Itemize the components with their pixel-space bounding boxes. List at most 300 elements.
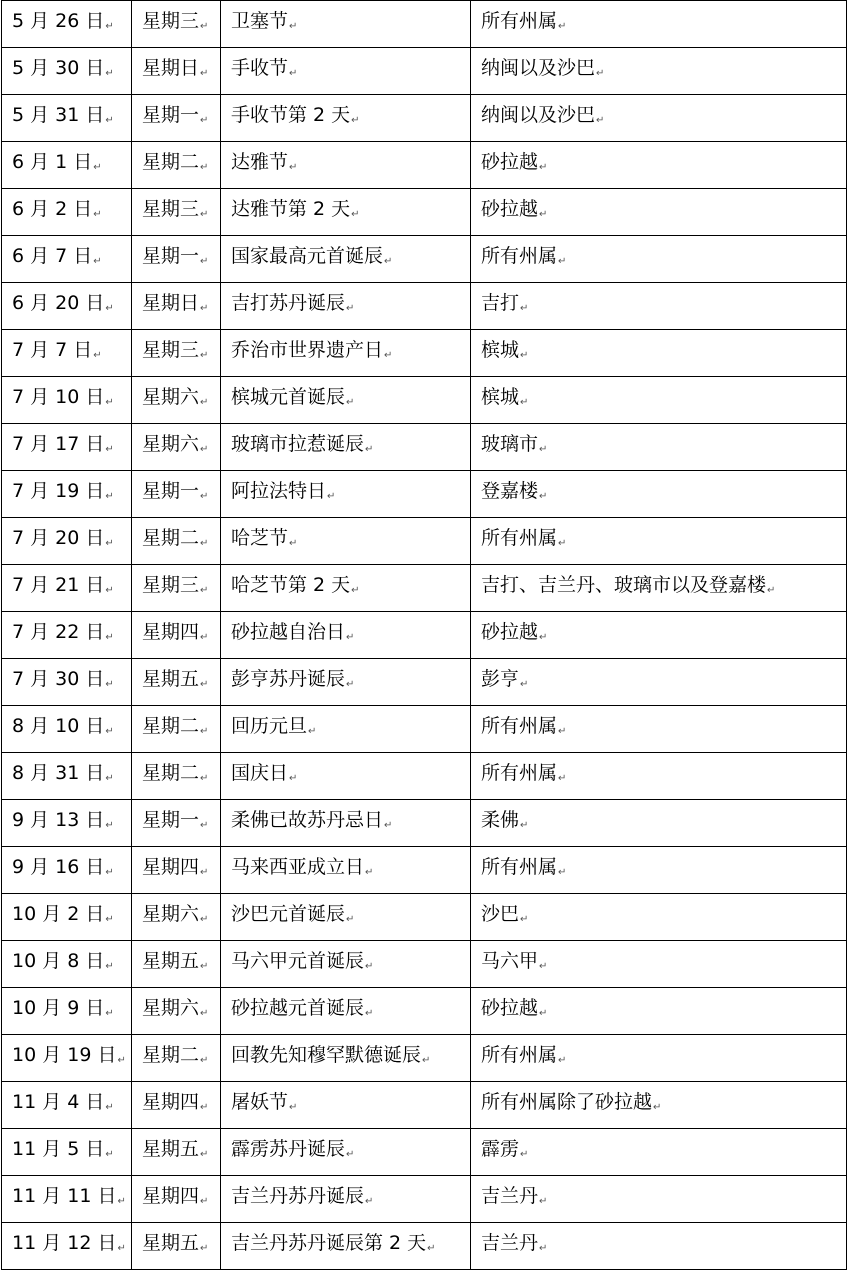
holiday-name-cell bbox=[221, 330, 471, 377]
holiday-name-cell-text: 吉兰丹苏丹诞辰 bbox=[231, 1185, 365, 1207]
holiday-name-cell-text: 砂拉越自治日 bbox=[231, 621, 346, 643]
weekday-cell-text: 星期四 bbox=[142, 1091, 200, 1113]
paragraph-mark-icon: ↵ bbox=[105, 303, 114, 314]
paragraph-mark-icon: ↵ bbox=[105, 679, 114, 690]
region-cell bbox=[471, 330, 847, 377]
weekday-cell bbox=[132, 471, 221, 518]
region-cell bbox=[471, 1223, 847, 1270]
paragraph-mark-icon: ↵ bbox=[308, 726, 317, 737]
holiday-name-cell bbox=[221, 894, 471, 941]
paragraph-mark-icon: ↵ bbox=[200, 538, 209, 549]
holiday-name-cell bbox=[221, 612, 471, 659]
table-row bbox=[2, 1176, 847, 1223]
region-cell-text: 霹雳 bbox=[481, 1138, 520, 1160]
paragraph-mark-icon: ↵ bbox=[520, 679, 529, 690]
weekday-cell bbox=[132, 1, 221, 48]
holiday-name-cell bbox=[221, 988, 471, 1035]
paragraph-mark-icon: ↵ bbox=[289, 1102, 298, 1113]
holiday-name-cell-text: 玻璃市拉惹诞辰 bbox=[231, 433, 365, 455]
paragraph-mark-icon: ↵ bbox=[200, 820, 209, 831]
holiday-name-cell bbox=[221, 941, 471, 988]
date-cell bbox=[2, 283, 132, 330]
weekday-cell bbox=[132, 424, 221, 471]
holiday-name-cell-text: 达雅节第 2 天 bbox=[231, 198, 351, 220]
paragraph-mark-icon: ↵ bbox=[93, 209, 102, 220]
paragraph-mark-icon: ↵ bbox=[117, 1243, 126, 1254]
paragraph-mark-icon: ↵ bbox=[200, 444, 209, 455]
paragraph-mark-icon: ↵ bbox=[558, 867, 567, 878]
paragraph-mark-icon: ↵ bbox=[539, 444, 548, 455]
paragraph-mark-icon: ↵ bbox=[365, 1008, 374, 1019]
paragraph-mark-icon: ↵ bbox=[105, 632, 114, 643]
paragraph-mark-icon: ↵ bbox=[520, 914, 529, 925]
holiday-name-cell-text: 哈芝节第 2 天 bbox=[231, 574, 351, 596]
holiday-name-cell-text: 国家最高元首诞辰 bbox=[231, 245, 384, 267]
weekday-cell bbox=[132, 1129, 221, 1176]
holiday-name-cell-text: 槟城元首诞辰 bbox=[231, 386, 346, 408]
paragraph-mark-icon: ↵ bbox=[520, 820, 529, 831]
weekday-cell-text: 星期三 bbox=[142, 10, 200, 32]
weekday-cell-text: 星期三 bbox=[142, 198, 200, 220]
paragraph-mark-icon: ↵ bbox=[422, 1055, 431, 1066]
table-row bbox=[2, 377, 847, 424]
date-cell bbox=[2, 48, 132, 95]
date-cell bbox=[2, 377, 132, 424]
paragraph-mark-icon: ↵ bbox=[351, 209, 360, 220]
table-row bbox=[2, 753, 847, 800]
date-cell-text: 10 月 8 日 bbox=[12, 950, 105, 972]
date-cell bbox=[2, 471, 132, 518]
date-cell bbox=[2, 1, 132, 48]
weekday-cell-text: 星期日 bbox=[142, 57, 200, 79]
region-cell-text: 砂拉越 bbox=[481, 621, 539, 643]
paragraph-mark-icon: ↵ bbox=[520, 350, 529, 361]
date-cell bbox=[2, 894, 132, 941]
holiday-name-cell bbox=[221, 283, 471, 330]
region-cell-text: 纳闽以及沙巴 bbox=[481, 104, 596, 126]
date-cell bbox=[2, 659, 132, 706]
region-cell-text: 所有州属 bbox=[481, 856, 558, 878]
paragraph-mark-icon: ↵ bbox=[117, 1055, 126, 1066]
holiday-name-cell-text: 手收节 bbox=[231, 57, 289, 79]
table-row bbox=[2, 1082, 847, 1129]
weekday-cell-text: 星期六 bbox=[142, 903, 200, 925]
region-cell bbox=[471, 471, 847, 518]
date-cell bbox=[2, 1223, 132, 1270]
paragraph-mark-icon: ↵ bbox=[346, 632, 355, 643]
table-row bbox=[2, 518, 847, 565]
region-cell bbox=[471, 988, 847, 1035]
weekday-cell bbox=[132, 283, 221, 330]
date-cell bbox=[2, 847, 132, 894]
paragraph-mark-icon: ↵ bbox=[105, 538, 114, 549]
paragraph-mark-icon: ↵ bbox=[105, 1102, 114, 1113]
paragraph-mark-icon: ↵ bbox=[289, 773, 298, 784]
holiday-name-cell-text: 国庆日 bbox=[231, 762, 289, 784]
holiday-name-cell-text: 哈芝节 bbox=[231, 527, 289, 549]
region-cell bbox=[471, 847, 847, 894]
table-row bbox=[2, 283, 847, 330]
holiday-name-cell-text: 柔佛已故苏丹忌日 bbox=[231, 809, 384, 831]
table-row bbox=[2, 612, 847, 659]
date-cell bbox=[2, 565, 132, 612]
date-cell bbox=[2, 1176, 132, 1223]
paragraph-mark-icon: ↵ bbox=[200, 1149, 209, 1160]
holiday-name-cell bbox=[221, 1129, 471, 1176]
weekday-cell bbox=[132, 1176, 221, 1223]
region-cell bbox=[471, 1082, 847, 1129]
paragraph-mark-icon: ↵ bbox=[351, 115, 360, 126]
paragraph-mark-icon: ↵ bbox=[200, 1243, 209, 1254]
paragraph-mark-icon: ↵ bbox=[105, 444, 114, 455]
holiday-name-cell bbox=[221, 189, 471, 236]
table-row bbox=[2, 330, 847, 377]
region-cell-text: 沙巴 bbox=[481, 903, 520, 925]
date-cell-text: 11 月 4 日 bbox=[12, 1091, 105, 1113]
region-cell-text: 登嘉楼 bbox=[481, 480, 539, 502]
date-cell-text: 6 月 20 日 bbox=[12, 292, 105, 314]
holiday-table bbox=[1, 0, 847, 1270]
paragraph-mark-icon: ↵ bbox=[105, 820, 114, 831]
date-cell-text: 7 月 7 日 bbox=[12, 339, 93, 361]
table-row bbox=[2, 941, 847, 988]
paragraph-mark-icon: ↵ bbox=[105, 961, 114, 972]
region-cell-text: 所有州属 bbox=[481, 1044, 558, 1066]
paragraph-mark-icon: ↵ bbox=[200, 1196, 209, 1207]
region-cell bbox=[471, 283, 847, 330]
region-cell bbox=[471, 377, 847, 424]
region-cell bbox=[471, 189, 847, 236]
weekday-cell-text: 星期二 bbox=[142, 762, 200, 784]
paragraph-mark-icon: ↵ bbox=[539, 162, 548, 173]
paragraph-mark-icon: ↵ bbox=[117, 1196, 126, 1207]
holiday-name-cell-text: 马六甲元首诞辰 bbox=[231, 950, 365, 972]
date-cell-text: 11 月 5 日 bbox=[12, 1138, 105, 1160]
region-cell-text: 砂拉越 bbox=[481, 198, 539, 220]
paragraph-mark-icon: ↵ bbox=[93, 350, 102, 361]
region-cell-text: 吉兰丹 bbox=[481, 1232, 539, 1254]
weekday-cell-text: 星期一 bbox=[142, 104, 200, 126]
date-cell bbox=[2, 236, 132, 283]
date-cell bbox=[2, 612, 132, 659]
region-cell bbox=[471, 1176, 847, 1223]
holiday-name-cell bbox=[221, 706, 471, 753]
region-cell-text: 吉打、吉兰丹、玻璃市以及登嘉楼 bbox=[481, 574, 767, 596]
date-cell-text: 5 月 31 日 bbox=[12, 104, 105, 126]
paragraph-mark-icon: ↵ bbox=[105, 773, 114, 784]
region-cell bbox=[471, 894, 847, 941]
paragraph-mark-icon: ↵ bbox=[596, 115, 605, 126]
holiday-name-cell-text: 霹雳苏丹诞辰 bbox=[231, 1138, 346, 1160]
paragraph-mark-icon: ↵ bbox=[653, 1102, 662, 1113]
holiday-name-cell-text: 回历元旦 bbox=[231, 715, 308, 737]
table-row bbox=[2, 847, 847, 894]
paragraph-mark-icon: ↵ bbox=[200, 21, 209, 32]
paragraph-mark-icon: ↵ bbox=[105, 115, 114, 126]
paragraph-mark-icon: ↵ bbox=[520, 1149, 529, 1160]
paragraph-mark-icon: ↵ bbox=[346, 1149, 355, 1160]
paragraph-mark-icon: ↵ bbox=[200, 914, 209, 925]
region-cell-text: 所有州属 bbox=[481, 715, 558, 737]
weekday-cell-text: 星期二 bbox=[142, 715, 200, 737]
paragraph-mark-icon: ↵ bbox=[200, 726, 209, 737]
table-row bbox=[2, 894, 847, 941]
paragraph-mark-icon: ↵ bbox=[93, 162, 102, 173]
weekday-cell-text: 星期四 bbox=[142, 1185, 200, 1207]
region-cell-text: 吉打 bbox=[481, 292, 520, 314]
holiday-name-cell-text: 达雅节 bbox=[231, 151, 289, 173]
date-cell-text: 11 月 11 日 bbox=[12, 1185, 117, 1207]
weekday-cell bbox=[132, 1082, 221, 1129]
region-cell bbox=[471, 565, 847, 612]
paragraph-mark-icon: ↵ bbox=[105, 914, 114, 925]
holiday-name-cell bbox=[221, 48, 471, 95]
table-row bbox=[2, 424, 847, 471]
paragraph-mark-icon: ↵ bbox=[105, 1149, 114, 1160]
region-cell bbox=[471, 1, 847, 48]
weekday-cell bbox=[132, 95, 221, 142]
holiday-name-cell bbox=[221, 236, 471, 283]
date-cell-text: 7 月 21 日 bbox=[12, 574, 105, 596]
date-cell bbox=[2, 1035, 132, 1082]
region-cell bbox=[471, 800, 847, 847]
table-row bbox=[2, 1129, 847, 1176]
paragraph-mark-icon: ↵ bbox=[539, 1196, 548, 1207]
region-cell-text: 所有州属 bbox=[481, 10, 558, 32]
holiday-name-cell bbox=[221, 753, 471, 800]
paragraph-mark-icon: ↵ bbox=[558, 773, 567, 784]
holiday-name-cell bbox=[221, 1035, 471, 1082]
paragraph-mark-icon: ↵ bbox=[105, 21, 114, 32]
weekday-cell bbox=[132, 941, 221, 988]
region-cell-text: 吉兰丹 bbox=[481, 1185, 539, 1207]
weekday-cell bbox=[132, 1035, 221, 1082]
date-cell bbox=[2, 330, 132, 377]
paragraph-mark-icon: ↵ bbox=[384, 256, 393, 267]
weekday-cell-text: 星期四 bbox=[142, 856, 200, 878]
paragraph-mark-icon: ↵ bbox=[558, 538, 567, 549]
paragraph-mark-icon: ↵ bbox=[200, 585, 209, 596]
paragraph-mark-icon: ↵ bbox=[558, 21, 567, 32]
weekday-cell bbox=[132, 236, 221, 283]
holiday-name-cell bbox=[221, 142, 471, 189]
paragraph-mark-icon: ↵ bbox=[384, 820, 393, 831]
paragraph-mark-icon: ↵ bbox=[105, 68, 114, 79]
region-cell-text: 砂拉越 bbox=[481, 997, 539, 1019]
weekday-cell bbox=[132, 377, 221, 424]
weekday-cell-text: 星期六 bbox=[142, 997, 200, 1019]
holiday-name-cell bbox=[221, 1082, 471, 1129]
date-cell-text: 10 月 19 日 bbox=[12, 1044, 117, 1066]
date-cell-text: 7 月 19 日 bbox=[12, 480, 105, 502]
weekday-cell bbox=[132, 48, 221, 95]
region-cell bbox=[471, 941, 847, 988]
paragraph-mark-icon: ↵ bbox=[200, 115, 209, 126]
date-cell-text: 7 月 30 日 bbox=[12, 668, 105, 690]
paragraph-mark-icon: ↵ bbox=[200, 397, 209, 408]
paragraph-mark-icon: ↵ bbox=[539, 961, 548, 972]
date-cell-text: 5 月 26 日 bbox=[12, 10, 105, 32]
paragraph-mark-icon: ↵ bbox=[365, 444, 374, 455]
weekday-cell-text: 星期四 bbox=[142, 621, 200, 643]
table-row bbox=[2, 565, 847, 612]
weekday-cell bbox=[132, 988, 221, 1035]
holiday-name-cell bbox=[221, 518, 471, 565]
region-cell bbox=[471, 706, 847, 753]
region-cell-text: 所有州属 bbox=[481, 245, 558, 267]
weekday-cell-text: 星期六 bbox=[142, 433, 200, 455]
paragraph-mark-icon: ↵ bbox=[346, 397, 355, 408]
paragraph-mark-icon: ↵ bbox=[767, 585, 776, 596]
table-row bbox=[2, 659, 847, 706]
region-cell-text: 槟城 bbox=[481, 339, 520, 361]
holiday-name-cell bbox=[221, 659, 471, 706]
paragraph-mark-icon: ↵ bbox=[539, 1243, 548, 1254]
holiday-name-cell-text: 手收节第 2 天 bbox=[231, 104, 351, 126]
paragraph-mark-icon: ↵ bbox=[200, 867, 209, 878]
weekday-cell-text: 星期三 bbox=[142, 339, 200, 361]
weekday-cell bbox=[132, 706, 221, 753]
date-cell-text: 6 月 7 日 bbox=[12, 245, 93, 267]
paragraph-mark-icon: ↵ bbox=[289, 68, 298, 79]
date-cell bbox=[2, 518, 132, 565]
weekday-cell-text: 星期五 bbox=[142, 950, 200, 972]
date-cell bbox=[2, 142, 132, 189]
weekday-cell-text: 星期一 bbox=[142, 480, 200, 502]
paragraph-mark-icon: ↵ bbox=[200, 1055, 209, 1066]
holiday-name-cell bbox=[221, 95, 471, 142]
holiday-name-cell bbox=[221, 424, 471, 471]
paragraph-mark-icon: ↵ bbox=[596, 68, 605, 79]
paragraph-mark-icon: ↵ bbox=[384, 350, 393, 361]
table-row bbox=[2, 706, 847, 753]
region-cell-text: 所有州属 bbox=[481, 762, 558, 784]
paragraph-mark-icon: ↵ bbox=[105, 867, 114, 878]
region-cell-text: 所有州属除了砂拉越 bbox=[481, 1091, 653, 1113]
table-row bbox=[2, 1223, 847, 1270]
region-cell-text: 所有州属 bbox=[481, 527, 558, 549]
date-cell bbox=[2, 800, 132, 847]
weekday-cell bbox=[132, 894, 221, 941]
region-cell bbox=[471, 1129, 847, 1176]
paragraph-mark-icon: ↵ bbox=[200, 679, 209, 690]
table-row bbox=[2, 988, 847, 1035]
holiday-name-cell bbox=[221, 800, 471, 847]
date-cell bbox=[2, 189, 132, 236]
table-row bbox=[2, 189, 847, 236]
region-cell bbox=[471, 659, 847, 706]
date-cell bbox=[2, 1129, 132, 1176]
holiday-name-cell-text: 沙巴元首诞辰 bbox=[231, 903, 346, 925]
date-cell-text: 11 月 12 日 bbox=[12, 1232, 117, 1254]
paragraph-mark-icon: ↵ bbox=[351, 585, 360, 596]
date-cell-text: 10 月 2 日 bbox=[12, 903, 105, 925]
date-cell bbox=[2, 424, 132, 471]
date-cell-text: 9 月 13 日 bbox=[12, 809, 105, 831]
region-cell bbox=[471, 1035, 847, 1082]
region-cell-text: 玻璃市 bbox=[481, 433, 539, 455]
table-row bbox=[2, 142, 847, 189]
weekday-cell-text: 星期二 bbox=[142, 151, 200, 173]
region-cell bbox=[471, 142, 847, 189]
weekday-cell bbox=[132, 189, 221, 236]
paragraph-mark-icon: ↵ bbox=[200, 303, 209, 314]
holiday-name-cell-text: 卫塞节 bbox=[231, 10, 289, 32]
holiday-name-cell bbox=[221, 1, 471, 48]
holiday-name-cell bbox=[221, 1176, 471, 1223]
paragraph-mark-icon: ↵ bbox=[200, 1008, 209, 1019]
paragraph-mark-icon: ↵ bbox=[539, 632, 548, 643]
region-cell-text: 马六甲 bbox=[481, 950, 539, 972]
table-row bbox=[2, 48, 847, 95]
paragraph-mark-icon: ↵ bbox=[365, 1196, 374, 1207]
date-cell bbox=[2, 1082, 132, 1129]
region-cell bbox=[471, 95, 847, 142]
paragraph-mark-icon: ↵ bbox=[520, 397, 529, 408]
paragraph-mark-icon: ↵ bbox=[289, 538, 298, 549]
paragraph-mark-icon: ↵ bbox=[200, 773, 209, 784]
holiday-name-cell bbox=[221, 471, 471, 518]
region-cell bbox=[471, 753, 847, 800]
date-cell bbox=[2, 941, 132, 988]
paragraph-mark-icon: ↵ bbox=[105, 1008, 114, 1019]
paragraph-mark-icon: ↵ bbox=[200, 961, 209, 972]
holiday-name-cell bbox=[221, 1223, 471, 1270]
table-row bbox=[2, 1, 847, 48]
paragraph-mark-icon: ↵ bbox=[539, 1008, 548, 1019]
paragraph-mark-icon: ↵ bbox=[93, 256, 102, 267]
holiday-name-cell-text: 砂拉越元首诞辰 bbox=[231, 997, 365, 1019]
weekday-cell bbox=[132, 330, 221, 377]
date-cell-text: 7 月 10 日 bbox=[12, 386, 105, 408]
paragraph-mark-icon: ↵ bbox=[365, 961, 374, 972]
paragraph-mark-icon: ↵ bbox=[539, 491, 548, 502]
weekday-cell bbox=[132, 565, 221, 612]
paragraph-mark-icon: ↵ bbox=[346, 914, 355, 925]
paragraph-mark-icon: ↵ bbox=[427, 1243, 436, 1254]
weekday-cell bbox=[132, 659, 221, 706]
weekday-cell-text: 星期三 bbox=[142, 574, 200, 596]
date-cell-text: 8 月 10 日 bbox=[12, 715, 105, 737]
paragraph-mark-icon: ↵ bbox=[200, 350, 209, 361]
region-cell-text: 槟城 bbox=[481, 386, 520, 408]
holiday-name-cell-text: 吉兰丹苏丹诞辰第 2 天 bbox=[231, 1232, 427, 1254]
weekday-cell bbox=[132, 142, 221, 189]
weekday-cell bbox=[132, 847, 221, 894]
paragraph-mark-icon: ↵ bbox=[200, 162, 209, 173]
date-cell bbox=[2, 95, 132, 142]
paragraph-mark-icon: ↵ bbox=[105, 491, 114, 502]
paragraph-mark-icon: ↵ bbox=[558, 726, 567, 737]
table-row bbox=[2, 95, 847, 142]
holiday-name-cell bbox=[221, 565, 471, 612]
date-cell-text: 10 月 9 日 bbox=[12, 997, 105, 1019]
paragraph-mark-icon: ↵ bbox=[289, 21, 298, 32]
region-cell bbox=[471, 236, 847, 283]
holiday-name-cell-text: 彭亨苏丹诞辰 bbox=[231, 668, 346, 690]
paragraph-mark-icon: ↵ bbox=[105, 397, 114, 408]
weekday-cell bbox=[132, 518, 221, 565]
holiday-name-cell-text: 阿拉法特日 bbox=[231, 480, 327, 502]
paragraph-mark-icon: ↵ bbox=[558, 256, 567, 267]
paragraph-mark-icon: ↵ bbox=[558, 1055, 567, 1066]
paragraph-mark-icon: ↵ bbox=[200, 256, 209, 267]
date-cell-text: 7 月 17 日 bbox=[12, 433, 105, 455]
region-cell-text: 柔佛 bbox=[481, 809, 520, 831]
paragraph-mark-icon: ↵ bbox=[200, 209, 209, 220]
table-row bbox=[2, 1035, 847, 1082]
region-cell bbox=[471, 48, 847, 95]
